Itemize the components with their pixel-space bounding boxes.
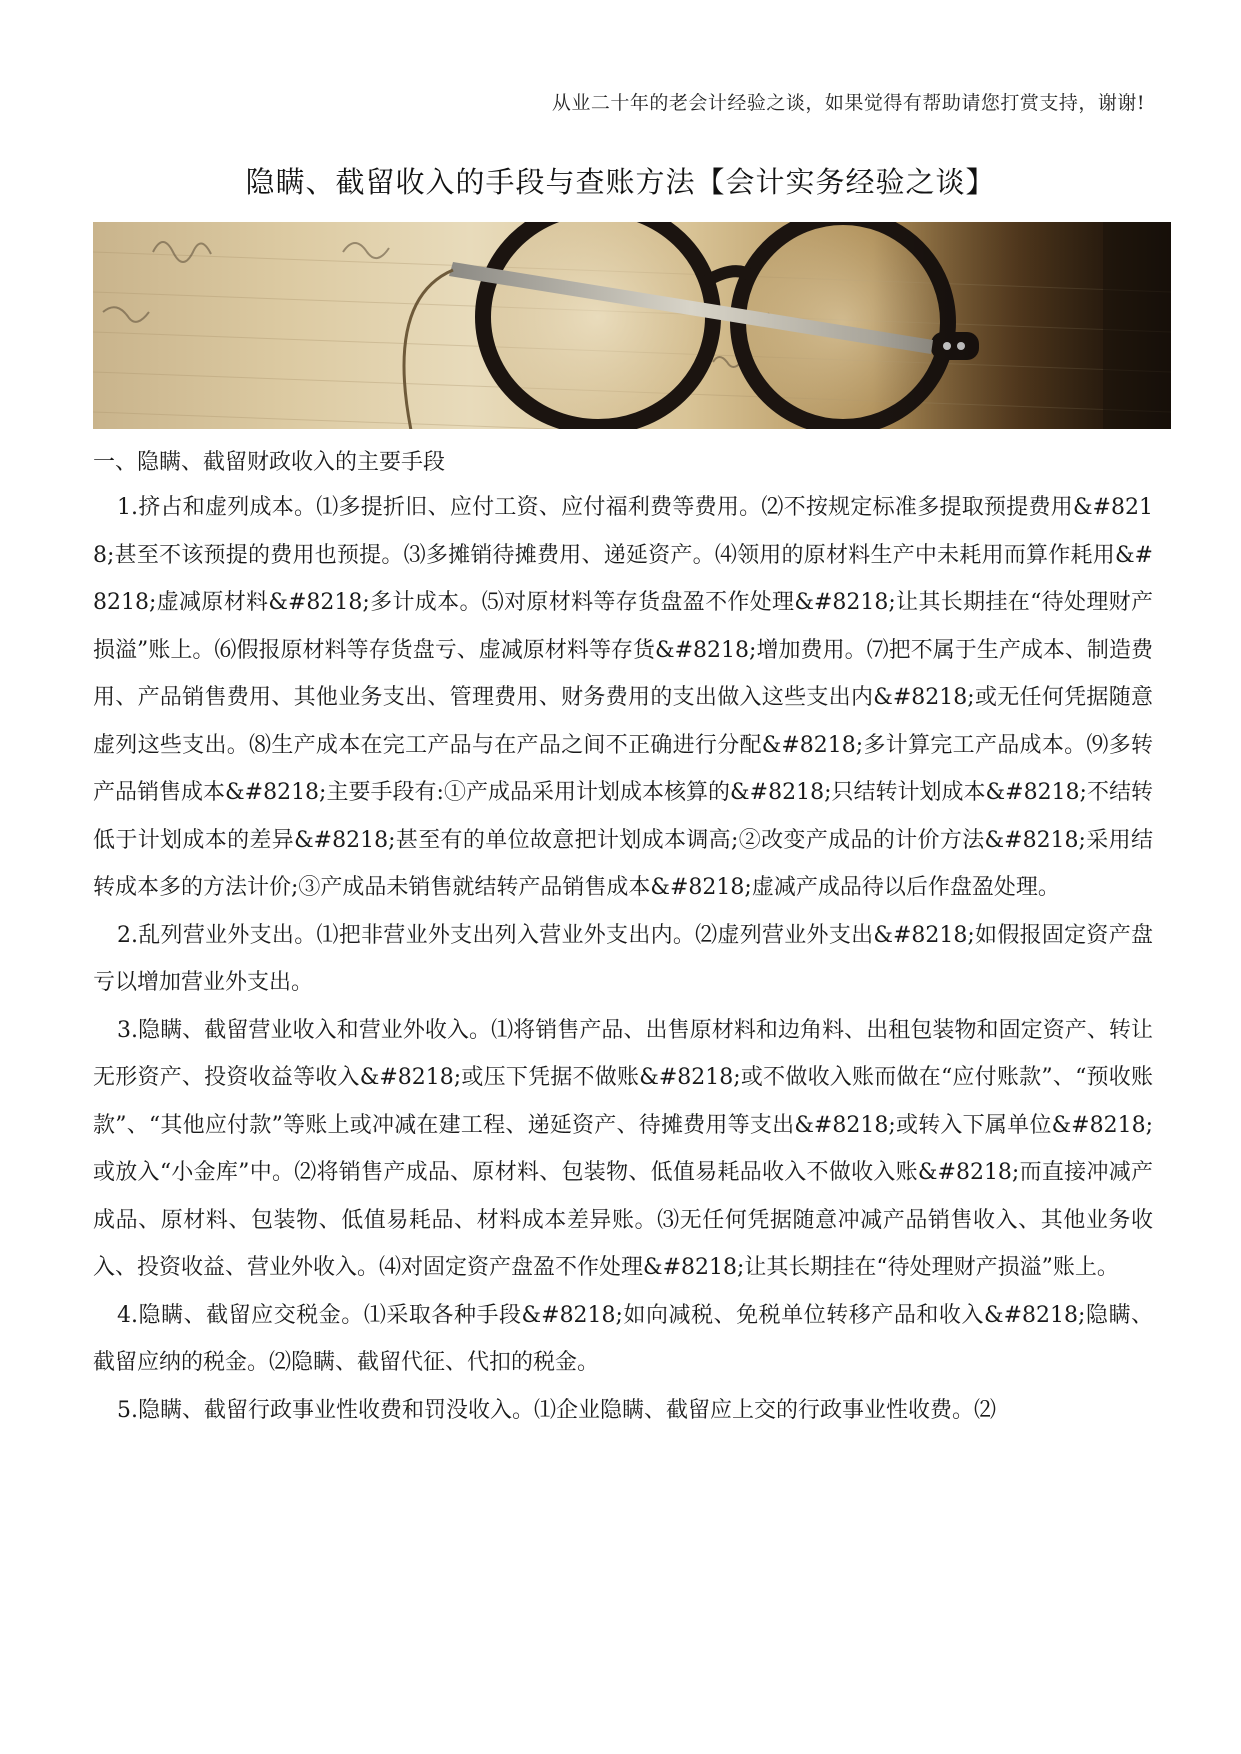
header-note: 从业二十年的老会计经验之谈，如果觉得有帮助请您打赏支持，谢谢! bbox=[551, 92, 1145, 114]
article-body bbox=[93, 442, 1153, 1434]
paragraph: 2.乱列营业外支出。⑴把非营业外支出列入营业外支出内。⑵虚列营业外支出&#8218;如假报固定资产盘亏以增加营业外支出。 bbox=[93, 922, 1153, 995]
paragraph: 3.隐瞒、截留营业收入和营业外收入。⑴将销售产品、出售原材料和边角料、出租包装物和固定资产、转让无形资产、投资收益等收入&#8218;或压下凭据不做账&#8218;或不做收入账而做在“应付账款”、“预收账款”、“其他应付款”等账上或冲减在建工程、递延资产、待摊费用等支出&#8218;或转入下属单位&#8218;或放入“小金库”中。⑵将销售产成品、原材料、包装物、低值易耗品收入不做收入账&#8218;而直接冲减产成品、原材料、包装物、低值易耗品、材料成本差异账。⑶无任何凭据随意冲减产品销售收入、其他业务收入、投资收益、营业外收入。⑷对固定资产盘盈不作处理&#8218;让其长期挂在“待处理财产损溢”账上。 bbox=[93, 1017, 1153, 1280]
paragraph: 1.挤占和虚列成本。⑴多提折旧、应付工资、应付福利费等费用。⑵不按规定标准多提取预提费用&#8218;甚至不该预提的费用也预提。⑶多摊销待摊费用、递延资产。⑷领用的原材料生产中未耗用而算作耗用&#8218;虚减原材料&#8218;多计成本。⑸对原材料等存货盘盈不作处理&#8218;让其长期挂在“待处理财产损溢”账上。⑹假报原材料等存货盘亏、虚减原材料等存货&#8218;增加费用。⑺把不属于生产成本、制造费用、产品销售费用、其他业务支出、管理费用、财务费用的支出做入这些支出内&#8218;或无任何凭据随意虚列这些支出。⑻生产成本在完工产品与在产品之间不正确进行分配&#8218;多计算完工产品成本。⑼多转产品销售成本&#8218;主要手段有:①产成品采用计划成本核算的&#8218;只结转计划成本&#8218;不结转低于计划成本的差异&#8218;甚至有的单位故意把计划成本调高;②改变产成品的计价方法&#8218;采用结转成本多的方法计价;③产成品未销售就结转产品销售成本&#8218;虚减产成品待以后作盘盈处理。 bbox=[93, 495, 1153, 900]
eyeglasses-illustration bbox=[93, 222, 1171, 429]
paragraph: 5.隐瞒、截留行政事业性收费和罚没收入。⑴企业隐瞒、截留应上交的行政事业性收费。⑵ bbox=[117, 1397, 996, 1423]
banner-image bbox=[93, 222, 1171, 429]
section-heading: 一、隐瞒、截留财政收入的主要手段 bbox=[93, 450, 446, 475]
paragraph: 4.隐瞒、截留应交税金。⑴采取各种手段&#8218;如向减税、免税单位转移产品和收入&#8218;隐瞒、截留应纳的税金。⑵隐瞒、截留代征、代扣的税金。 bbox=[93, 1302, 1153, 1375]
page-title: 隐瞒、截留收入的手段与查账方法【会计实务经验之谈】 bbox=[245, 165, 996, 199]
